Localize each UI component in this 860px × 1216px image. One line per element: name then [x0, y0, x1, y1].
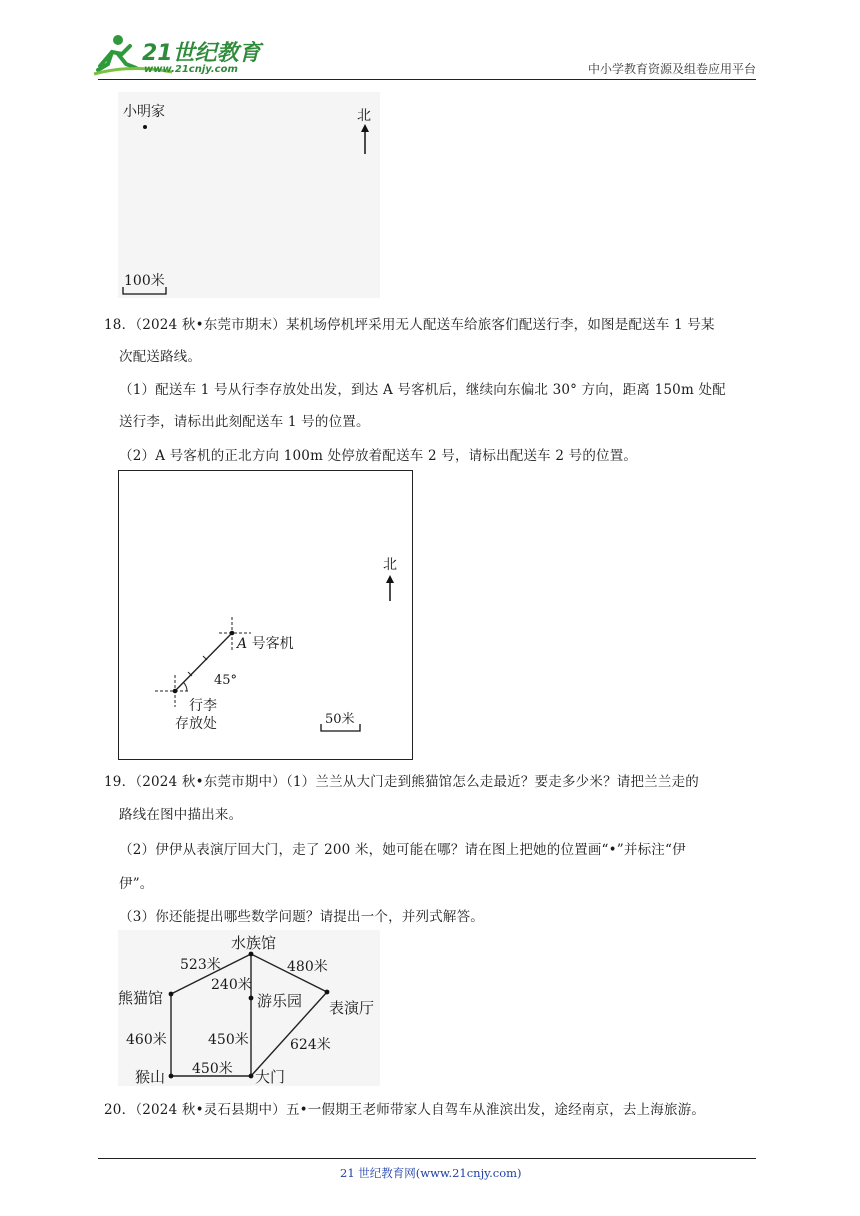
q18-angle-label: 45° — [214, 673, 238, 688]
north-arrow-icon — [358, 122, 372, 156]
q20-line1: 20．（2024 秋•灵石县期中）五•一假期王老师带家人自驾车从淮滨出发，途经南京，去上海旅游。 — [104, 1102, 706, 1118]
fig17-scale-bar — [122, 286, 168, 296]
dist-panda-aquarium: 523米 — [180, 957, 221, 973]
q19-line1: 19．（2024 秋•东莞市期中）（1）兰兰从大门走到熊猫馆怎么走最近？要走多少米？请把兰兰走的 — [104, 774, 699, 790]
q18-plane-label — [237, 633, 294, 653]
dist-aquarium-show: 480米 — [287, 959, 328, 975]
show-dot — [325, 990, 330, 995]
q18-scale-bar — [320, 723, 362, 733]
fig17-home-label: 小明家 — [123, 104, 165, 120]
dist-amusement-gate: 450米 — [208, 1032, 249, 1048]
map-aquarium: 水族馆 — [231, 934, 277, 952]
gate-dot — [249, 1074, 254, 1079]
q18-sub1-line2: 送行李，请标出此刻配送车 1 号的位置。 — [119, 414, 370, 430]
q18-figure — [118, 470, 413, 760]
dist-panda-monkey: 460米 — [126, 1032, 167, 1048]
q18-storage-label-2: 存放处 — [175, 716, 217, 732]
fig17-north-label: 北 — [357, 108, 371, 124]
map-panda: 熊猫馆 — [118, 989, 164, 1007]
footer-link[interactable]: 21 世纪教育网(www.21cnjy.com) — [340, 1166, 522, 1180]
dist-aquarium-amusement: 240米 — [211, 977, 252, 993]
q18-route-drawing — [119, 471, 412, 759]
q18-plane-text: 号客机 — [247, 636, 294, 652]
plane-a-dot — [230, 631, 235, 636]
header-divider — [98, 79, 756, 80]
q18-scale-label: 50米 — [325, 712, 355, 727]
map-monkey: 猴山 — [135, 1068, 166, 1086]
header-logo — [92, 30, 262, 80]
logo-main-text: 21世纪教育 — [142, 41, 261, 66]
fig17-scale-label: 100米 — [124, 273, 165, 289]
q18-line2: 次配送路线。 — [119, 349, 202, 365]
monkey-dot — [169, 1074, 174, 1079]
q18-storage-label-1: 行李 — [189, 698, 217, 714]
logo-url-text: www.21cnjy.com — [144, 64, 238, 75]
q19-sub2-line2: 伊”。 — [119, 876, 154, 892]
map-show: 表演厅 — [329, 999, 375, 1017]
map-gate: 大门 — [255, 1068, 286, 1086]
q19-line2: 路线在图中描出来。 — [119, 807, 243, 823]
q18-north-label: 北 — [383, 557, 397, 573]
q19-map — [118, 930, 380, 1086]
q18-sub2: （2）A 号客机的正北方向 100m 处停放着配送车 2 号，请标出配送车 2 号的位置。 — [119, 448, 638, 464]
q19-sub3: （3）你还能提出哪些数学问题？请提出一个，并列式解答。 — [119, 909, 484, 925]
q18-line1: 18．（2024 秋•东莞市期末）某机场停机坪采用无人配送车给旅客们配送行李，如图是配送车 1 号某 — [104, 317, 715, 333]
fig17-figure — [118, 92, 380, 298]
amusement-dot — [249, 996, 254, 1001]
panda-dot — [169, 992, 174, 997]
map-amusement: 游乐园 — [257, 992, 303, 1010]
q18-sub1-line1: （1）配送车 1 号从行李存放处出发，到达 A 号客机后，继续向东偏北 30° 方向，距离 150m 处配 — [119, 382, 726, 398]
header-platform-text: 中小学教育资源及组卷应用平台 — [587, 62, 756, 76]
dist-monkey-gate: 450米 — [192, 1061, 233, 1077]
footer-divider — [98, 1158, 756, 1159]
fig17-home-dot — [143, 125, 147, 129]
dist-show-gate: 624米 — [290, 1037, 331, 1053]
q19-sub2-line1: （2）伊伊从表演厅回大门，走了 200 米，她可能在哪？请在图上把她的位置画“•”并标注“伊 — [119, 842, 686, 858]
storage-dot — [173, 689, 178, 694]
q18-plane-letter: A — [237, 636, 248, 652]
